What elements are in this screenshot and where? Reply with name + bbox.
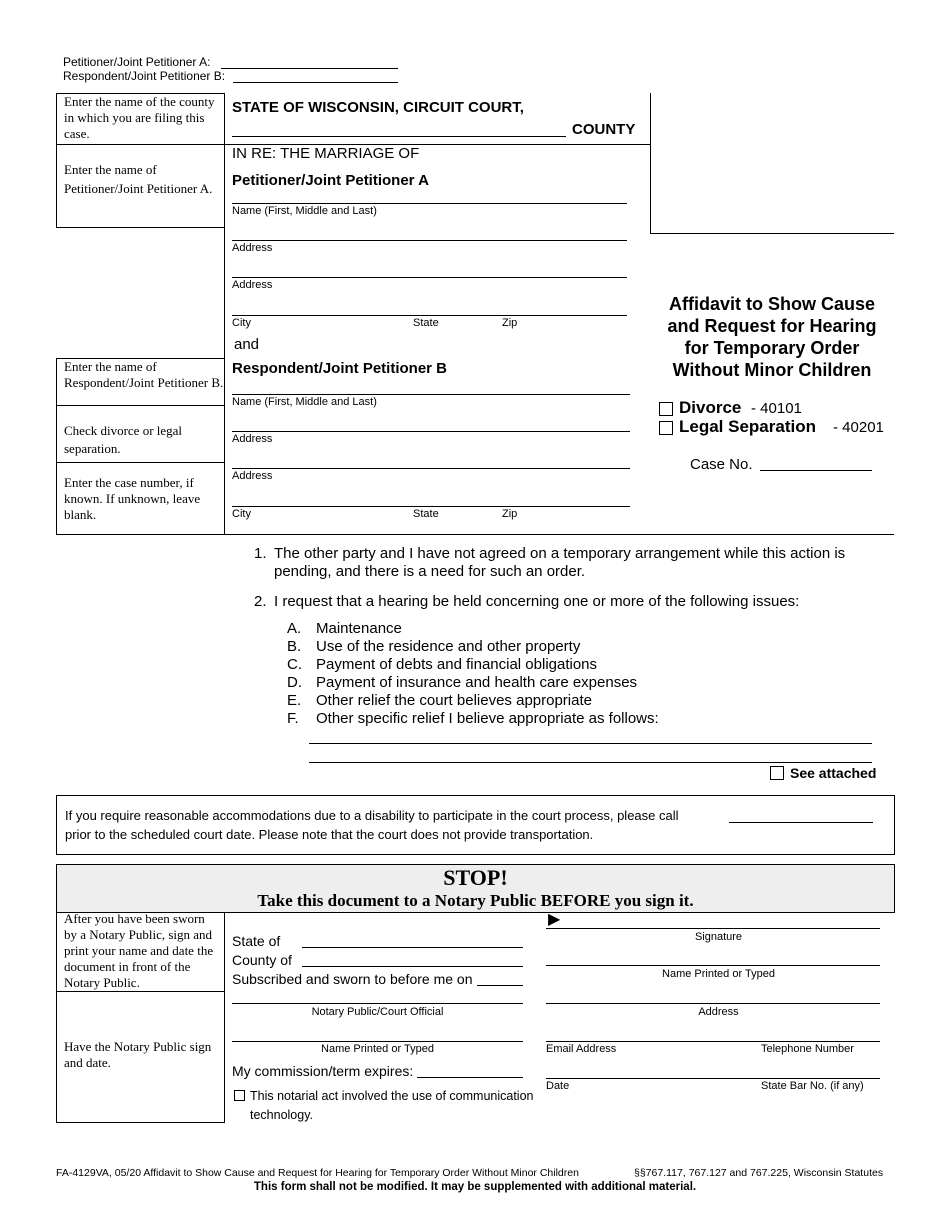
- stop-title: STOP!: [443, 865, 508, 890]
- respondent-city-line[interactable]: [232, 506, 630, 507]
- county-instruction: Enter the name of the county in which you are filing this case.: [64, 94, 215, 141]
- legal-separation-checkbox[interactable]: [659, 421, 673, 435]
- grid-line: [56, 534, 894, 535]
- accommodation-phone-line[interactable]: [729, 822, 873, 823]
- item1-text: The other party and I have not agreed on a temporary arrangement while this action is pending, and there is a need for such an order.: [274, 545, 846, 580]
- communication-tech-label: This notarial act involved the use of communication technology.: [250, 1089, 534, 1122]
- stop-subtitle: Take this document to a Notary Public BEFORE you sign it.: [257, 891, 694, 910]
- respondent-address2-label: Address: [232, 470, 273, 482]
- signer-contact-line[interactable]: [546, 1041, 880, 1042]
- court-heading: STATE OF WISCONSIN, CIRCUIT COURT,: [232, 99, 524, 116]
- petitioner-instruction: Enter the name of Petitioner/Joint Petitioner A.: [64, 162, 213, 196]
- respondent-heading: Respondent/Joint Petitioner B: [232, 360, 448, 377]
- issue-item: [287, 674, 659, 692]
- divorce-instruction: Check divorce or legal separation.: [64, 423, 183, 456]
- form-title-line: Without Minor Children: [672, 360, 872, 380]
- state-of-label: State of: [232, 933, 281, 949]
- signature-label: Signature: [694, 931, 743, 943]
- signature-line[interactable]: [546, 928, 880, 929]
- issue-text: Payment of debts and financial obligations: [316, 656, 598, 673]
- notary-official-label: Notary Public/Court Official: [311, 1006, 444, 1018]
- see-attached-checkbox[interactable]: [770, 766, 784, 780]
- divorce-code: - 40101: [751, 400, 802, 417]
- issue-item: [287, 710, 659, 728]
- issue-letter: A.: [287, 620, 302, 637]
- county-of-label: County of: [232, 952, 292, 968]
- notary-instruction: Have the Notary Public sign and date.: [64, 1039, 212, 1070]
- grid-line: [650, 93, 651, 233]
- issue-text: Other specific relief I believe appropriate as follows:: [316, 710, 659, 727]
- case-number-line[interactable]: [760, 470, 872, 471]
- issue-text: Maintenance: [316, 620, 402, 637]
- grid-line: [56, 405, 224, 406]
- issue-letter: D.: [287, 674, 302, 691]
- item2-text: I request that a hearing be held concerning one or more of the following issues:: [274, 593, 800, 610]
- case-number-instruction: Enter the case number, if known. If unknown, leave blank.: [64, 475, 201, 522]
- communication-tech-checkbox[interactable]: [234, 1090, 245, 1101]
- form-title: [650, 293, 894, 381]
- respondent-name-label: Name (First, Middle and Last): [232, 396, 377, 408]
- notary-signature-line[interactable]: [232, 1003, 523, 1004]
- case-number-label: Case No.: [690, 456, 753, 473]
- sign-here-arrow-icon: ▶: [548, 911, 561, 928]
- grid-line: [56, 227, 224, 228]
- subscribed-date-line[interactable]: [477, 985, 523, 986]
- issue-item: [287, 656, 659, 674]
- petitioner-city-line[interactable]: [232, 315, 627, 316]
- legal-separation-label: Legal Separation: [679, 417, 816, 436]
- petitioner-a-header-label: Petitioner/Joint Petitioner A:: [63, 55, 211, 69]
- form-id: FA-4129VA, 05/20 Affidavit to Show Cause and Request for Hearing for Temporary Order Without Minor Children: [56, 1167, 579, 1179]
- county-label: COUNTY: [572, 121, 636, 138]
- commission-label: My commission/term expires:: [232, 1063, 414, 1079]
- respondent-instruction: Enter the name of Respondent/Joint Petitioner B.: [64, 359, 224, 390]
- respondent-name-line[interactable]: [232, 394, 630, 395]
- notary-name-label: Name Printed or Typed: [321, 1043, 434, 1055]
- petitioner-heading: Petitioner/Joint Petitioner A: [232, 172, 429, 189]
- form-title-line: and Request for Hearing: [667, 316, 877, 336]
- petitioner-a-header-line[interactable]: [221, 68, 398, 69]
- petitioner-city-label: City: [232, 317, 251, 329]
- respondent-address2-line[interactable]: [232, 468, 630, 469]
- petitioner-address-line[interactable]: [232, 240, 627, 241]
- item2-number: 2.: [254, 593, 267, 610]
- in-re-marriage: IN RE: THE MARRIAGE OF: [232, 145, 420, 162]
- divorce-checkbox[interactable]: [659, 402, 673, 416]
- issue-letter: C.: [287, 656, 302, 673]
- county-of-line[interactable]: [302, 966, 523, 967]
- notary-name-line[interactable]: [232, 1041, 523, 1042]
- issue-text: Payment of insurance and health care expenses: [316, 674, 638, 691]
- see-attached-label: See attached: [790, 765, 877, 781]
- issue-letter: B.: [287, 638, 302, 655]
- petitioner-name-line[interactable]: [232, 203, 627, 204]
- grid-line: [56, 93, 57, 228]
- grid-line: [56, 913, 57, 1123]
- respondent-b-header-label: Respondent/Joint Petitioner B:: [63, 69, 226, 83]
- sworn-instruction: After you have been sworn by a Notary Public, sign and print your name and date the document in front of the Notary Public.: [64, 911, 214, 990]
- petitioner-address2-line[interactable]: [232, 277, 627, 278]
- respondent-address-label: Address: [232, 433, 273, 445]
- respondent-zip-label: Zip: [502, 508, 518, 520]
- item1-number: 1.: [254, 545, 267, 562]
- and-label: and: [234, 336, 260, 353]
- signer-name-label: Name Printed or Typed: [662, 968, 775, 980]
- petitioner-state-label: State: [413, 317, 439, 329]
- telephone-label: Telephone Number: [761, 1043, 854, 1055]
- modification-notice: This form shall not be modified. It may be supplemented with additional material.: [253, 1181, 697, 1193]
- subscribed-label: Subscribed and sworn to before me on: [232, 971, 473, 987]
- respondent-b-header-line[interactable]: [233, 82, 398, 83]
- other-relief-line[interactable]: [309, 762, 872, 763]
- signer-name-line[interactable]: [546, 965, 880, 966]
- grid-line: [650, 233, 894, 234]
- petitioner-address-label: Address: [232, 242, 273, 254]
- grid-line: [224, 93, 225, 535]
- county-name-line[interactable]: [232, 136, 566, 137]
- grid-line: [56, 1122, 224, 1123]
- issue-letter: E.: [287, 692, 302, 709]
- issues-list: [287, 620, 659, 728]
- issue-letter: F.: [287, 710, 299, 727]
- grid-line: [56, 991, 224, 992]
- state-of-line[interactable]: [302, 947, 523, 948]
- form-title-line: for Temporary Order: [684, 338, 860, 358]
- petitioner-name-label: Name (First, Middle and Last): [232, 205, 377, 217]
- respondent-city-label: City: [232, 508, 251, 520]
- grid-line: [56, 462, 224, 463]
- accommodation-box: [56, 795, 895, 855]
- petitioner-zip-label: Zip: [502, 317, 518, 329]
- respondent-address-line[interactable]: [232, 431, 630, 432]
- accommodation-line1: If you require reasonable accommodations due to a disability to participate in the court process, please call: [65, 808, 679, 823]
- grid-line: [224, 913, 225, 1123]
- state-bar-label: State Bar No. (if any): [761, 1080, 864, 1092]
- issue-text: Other relief the court believes appropriate: [316, 692, 592, 709]
- issue-text: Use of the residence and other property: [316, 638, 581, 655]
- issue-item: [287, 620, 659, 638]
- other-relief-line[interactable]: [309, 743, 872, 744]
- signer-address-line[interactable]: [546, 1003, 880, 1004]
- email-label: Email Address: [546, 1043, 617, 1055]
- form-title-line: Affidavit to Show Cause: [668, 294, 875, 314]
- accommodation-line2: prior to the scheduled court date. Please note that the court does not provide transportation.: [65, 827, 594, 842]
- signer-date-line[interactable]: [546, 1078, 880, 1079]
- date-label: Date: [546, 1080, 570, 1092]
- respondent-state-label: State: [413, 508, 439, 520]
- statutes: §§767.117, 767.127 and 767.225, Wisconsin Statutes: [634, 1167, 884, 1179]
- grid-line: [56, 358, 57, 535]
- issue-item: [287, 692, 659, 710]
- petitioner-address2-label: Address: [232, 279, 273, 291]
- signer-address-label: Address: [698, 1006, 739, 1018]
- commission-line[interactable]: [417, 1077, 523, 1078]
- divorce-label: Divorce: [679, 398, 742, 417]
- issue-item: [287, 638, 659, 656]
- legal-separation-code: - 40201: [833, 419, 884, 436]
